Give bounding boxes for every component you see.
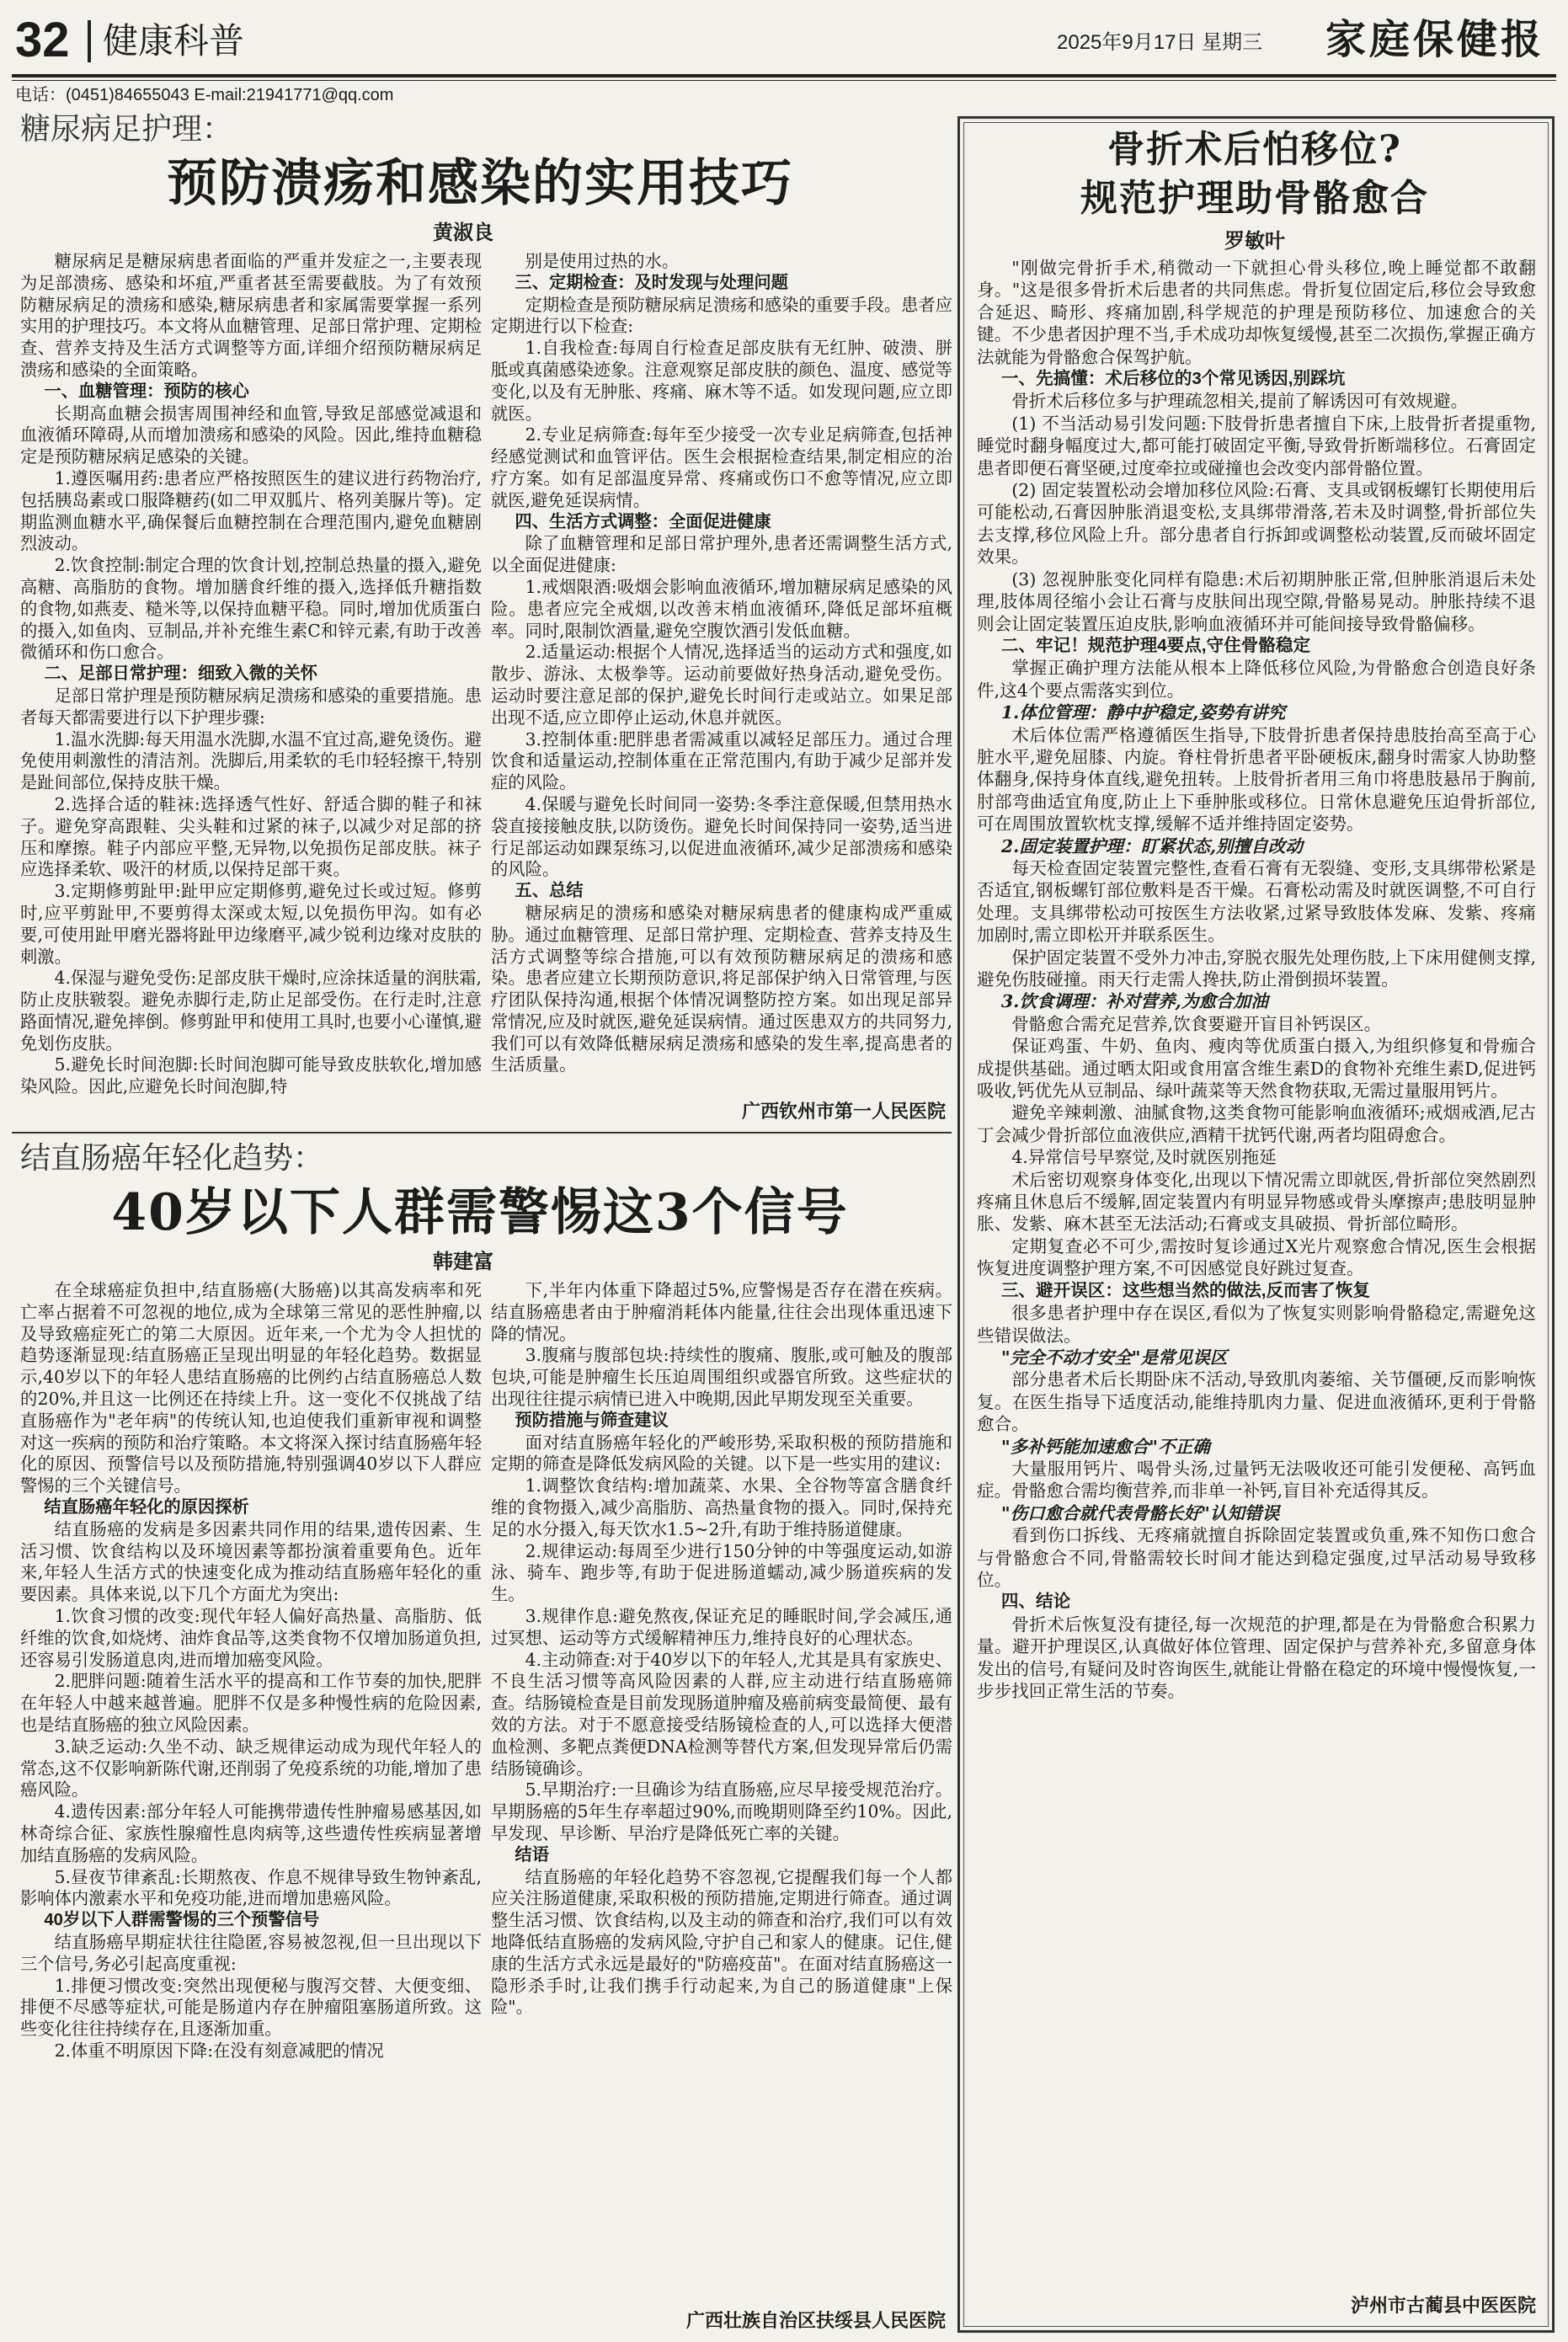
paragraph: 3.定期修剪趾甲:趾甲应定期修剪,避免过长或过短。修剪时,应平剪趾甲,不要剪得太深或太短,以免损伤甲沟。如有必要,可使用趾甲磨光器将趾甲边缘磨平,减少锐利边缘对皮肤的刺激。 [20, 881, 482, 967]
paragraph: "刚做完骨折手术,稍微动一下就担心骨头移位,晚上睡觉都不敢翻身。"这是很多骨折术后患者的共同焦虑。骨折复位固定后,移位会导致愈合延迟、畸形、疼痛加剧,科学规范的护理是预防移位、加速愈合的关键。不少患者因护理不当,手术成功却恢复缓慢,甚至二次损伤,掌握正确方法就能为骨骼愈合保驾护航。 [977, 258, 1536, 367]
paragraph: 三、定期检查：及时发现与处理问题 [515, 273, 788, 292]
paragraph: 二、足部日常护理：细致入微的关怀 [44, 664, 317, 684]
paragraph: 5.避免长时间泡脚:长时间泡脚可能导致皮肤软化,增加感染风险。因此,应避免长时间泡脚,特 [20, 1054, 482, 1097]
article-divider [12, 1132, 952, 1134]
article3-body [977, 257, 1536, 2288]
paragraph: 一、血糖管理：预防的核心 [44, 381, 249, 401]
paragraph: 除了血糖管理和足部日常护理外,患者还需调整生活方式,以全面促进健康: [491, 533, 952, 576]
contact-info: 电话：(0451)84655043 E-mail:21941771@qq.com [15, 86, 394, 104]
issue-date: 2025年9月17日 星期三 [1057, 31, 1263, 54]
paragraph: 结直肠癌早期症状往往隐匿,容易被忽视,但一旦出现以下三个信号,务必引起高度重视: [20, 1931, 482, 1974]
paragraph: 五、总结 [515, 882, 584, 901]
article2-affiliation: 广西壮族自治区扶绥县人民医院 [685, 2310, 946, 2331]
article3-title-line2: 规范护理助骨骼愈合 [1080, 177, 1429, 220]
paragraph: 四、生活方式调整：全面促进健康 [515, 512, 771, 531]
paragraph: 2.饮食控制:制定合理的饮食计划,控制总热量的摄入,避免高糖、高脂肪的食物。增加膳食纤维的摄入,选择低升糖指数的食物,如燕麦、糙米等,以保持血糖平稳。同时,增加优质蛋白的摄入,如鱼肉、豆制品,并补充维生素C和锌元素,有助于改善微循环和伤口愈合。 [20, 555, 482, 663]
paragraph: 5.早期治疗:一旦确诊为结直肠癌,应尽早接受规范治疗。早期肠癌的5年生存率超过90%,而晚期则降至约10%。因此,早发现、早诊断、早治疗是降低死亡率的关键。 [491, 1779, 952, 1843]
paragraph: 糖尿病足的溃疡和感染对糖尿病患者的健康构成严重威胁。通过血糖管理、足部日常护理、定期检查、营养支持及生活方式调整等综合措施,可以有效预防糖尿病足的溃疡和感染。患者应建立长期预防意识,将足部保护纳入日常管理,与医疗团队保持沟通,根据个体情况调整防控方案。如出现足部异常情况,应及时就医,避免延误病情。通过医患双方的共同努力,我们可以有效降低糖尿病足溃疡和感染的发生率,提高患者的生活质量。 [491, 902, 952, 1075]
paragraph: 1.体位管理：静中护稳定,姿势有讲究 [1000, 702, 1286, 723]
paragraph: "多补钙能加速愈合"不正确 [1000, 1436, 1210, 1457]
paragraph: 足部日常护理是预防糖尿病足溃疡和感染的重要措施。患者每天都需要进行以下护理步骤: [20, 685, 482, 728]
paragraph: 下,半年内体重下降超过5%,应警惕是否存在潜在疾病。结直肠癌患者由于肿瘤消耗体内能量,往往会出现体重迅速下降的情况。 [491, 1280, 952, 1344]
paragraph: 4.遗传因素:部分年轻人可能携带遗传性肿瘤易感基因,如林奇综合征、家族性腺瘤性息肉病等,这些遗传性疾病显著增加结直肠癌的发病风险。 [20, 1801, 482, 1865]
paragraph: 面对结直肠癌年轻化的严峻形势,采取积极的预防措施和定期的筛查是降低发病风险的关键。以下是一些实用的建议: [491, 1432, 952, 1475]
paragraph: 保证鸡蛋、牛奶、鱼肉、瘦肉等优质蛋白摄入,为组织修复和骨痂合成提供基础。通过晒太阳或食用富含维生素D的食物补充维生素D,促进钙吸收,钙优先从豆制品、绿叶蔬菜等天然食物获取,无需过量服用钙片。 [977, 1036, 1536, 1102]
article3-author: 罗敏叶 [1224, 230, 1285, 253]
paragraph: 保护固定装置不受外力冲击,穿脱衣服先处理伤肢,上下床用健侧支撑,避免伤肢碰撞。雨天行走需人搀扶,防止滑倒损坏装置。 [977, 947, 1536, 990]
header-rule-thin [12, 80, 1556, 81]
paragraph: 2.适量运动:根据个人情况,选择适当的运动方式和强度,如散步、游泳、太极拳等。运动前要做好热身活动,避免受伤。运动时要注意足部的保护,避免长时间行走或站立。如果足部出现不适,应立即停止运动,休息并就医。 [491, 642, 952, 728]
article1-affiliation: 广西钦州市第一人民医院 [741, 1101, 946, 1122]
article1-author: 黄淑良 [433, 221, 493, 244]
paragraph: 2.固定装置护理：盯紧状态,别擅自改动 [1000, 835, 1303, 856]
page-number: 32 [15, 13, 70, 67]
paragraph: 在全球癌症负担中,结直肠癌(大肠癌)以其高发病率和死亡率占据着不可忽视的地位,成为全球第三常见的恶性肿瘤,以及导致癌症死亡的第二大原因。近年来,一个尤为令人担忧的趋势逐渐显现:结直肠癌正呈现出明显的年轻化趋势。数据显示,40岁以下的年轻人患结直肠癌的比例约占结直肠癌总人数的20%,并且这一比例还在持续上升。这一变化不仅挑战了结直肠癌作为"老年病"的传统认知,也迫使我们重新审视和调整对这一疾病的预防和治疗策略。本文将深入探讨结直肠癌年轻化的原因、预警信号以及预防措施,特别强调40岁以下人群应警惕的三个关键信号。 [20, 1280, 482, 1496]
paragraph: 4.保湿与避免受伤:足部皮肤干燥时,应涂抹适量的润肤霜,防止皮肤皲裂。避免赤脚行走,防止足部受伤。在行走时,注意路面情况,避免摔倒。修剪趾甲和使用工具时,也要小心谨慎,避免划伤皮肤。 [20, 968, 482, 1054]
paragraph: 40岁以下人群需警惕的三个预警信号 [44, 1911, 320, 1930]
article1-kicker: 糖尿病足护理： [20, 112, 233, 147]
paragraph: 预防措施与筛查建议 [515, 1411, 669, 1430]
paragraph: 2.体重不明原因下降:在没有刻意减肥的情况 [54, 2040, 384, 2061]
article3-title-line1: 骨折术后怕移位? [1107, 128, 1402, 171]
article2-title: 40岁以下人群需警惕这3个信号 [111, 1183, 849, 1242]
paragraph: 掌握正确护理方法能从根本上降低移位风险,为骨骼愈合创造良好条件,这4个要点需落实到位。 [977, 658, 1536, 701]
article3-affiliation: 泸州市古蔺县中医医院 [1350, 2295, 1536, 2316]
article2-author: 韩建富 [433, 1251, 493, 1273]
paragraph: 2.肥胖问题:随着生活水平的提高和工作节奏的加快,肥胖在年轻人中越来越普遍。肥胖不仅是多种慢性病的危险因素,也是结直肠癌的独立风险因素。 [20, 1671, 482, 1735]
paragraph: 看到伤口拆线、无疼痛就擅自拆除固定装置或负重,殊不知伤口愈合与骨骼愈合不同,骨骼需较长时间才能达到稳定强度,过早活动易导致移位。 [977, 1525, 1536, 1590]
section-title: 健康科普 [103, 20, 245, 61]
paragraph: 1.排便习惯改变:突然出现便秘与腹泻交替、大便变细、排便不尽感等症状,可能是肠道内存在肿瘤阻塞肠道所致。这些变化往往持续存在,且逐渐加重。 [20, 1975, 482, 2040]
paragraph: 三、避开误区：这些想当然的做法,反而害了恢复 [1000, 1280, 1371, 1300]
paragraph: 大量服用钙片、喝骨头汤,过量钙无法吸收还可能引发便秘、高钙血症。骨骼愈合需均衡营养,而非单一补钙,盲目补充适得其反。 [977, 1458, 1536, 1502]
article2-column-1 [20, 1280, 482, 2334]
header-rule [12, 74, 1556, 77]
paragraph: 5.昼夜节律紊乱:长期熬夜、作息不规律导致生物钟紊乱,影响体内激素水平和免疫功能,进而增加患癌风险。 [20, 1866, 482, 1909]
paragraph: (1) 不当活动易引发问题:下肢骨折患者擅自下床,上肢骨折者提重物,睡觉时翻身幅度过大,都可能打破固定平衡,导致骨折断端移位。石膏固定患者即便石膏坚硬,过度牵拉或碰撞也会改变内部骨骼位置。 [977, 413, 1536, 478]
paragraph: 骨骼愈合需充足营养,饮食要避开盲目补钙误区。 [1011, 1013, 1382, 1034]
paragraph: 2.专业足病筛查:每年至少接受一次专业足病筛查,包括神经感觉测试和血管评估。医生会根据检查结果,制定相应的治疗方案。如有足部温度异常、疼痛或伤口不愈等情况,应立即就医,避免延误病情。 [491, 424, 952, 510]
paragraph: 别是使用过热的水。 [525, 251, 680, 271]
paragraph: 4.异常信号早察觉,及时就医别拖延 [1011, 1147, 1277, 1168]
paragraph: (2) 固定装置松动会增加移位风险:石膏、支具或钢板螺钉长期使用后可能松动,石膏因肿胀消退变松,支具绑带滑落,若未及时调整,骨折部位失去支撑,移位风险上升。部分患者自行拆卸或调整松动装置,反而破坏固定效果。 [977, 480, 1536, 568]
paragraph: 4.保暖与避免长时间同一姿势:冬季注意保暖,但禁用热水袋直接接触皮肤,以防烫伤。避免长时间保持同一姿势,适当进行足部运动如踝泵练习,以促进血液循环,减少足部溃疡和感染的风险。 [491, 793, 952, 880]
header-divider [88, 20, 91, 62]
paragraph: 二、牢记！规范护理4要点,守住骨骼稳定 [1000, 635, 1311, 655]
paragraph: 结语 [515, 1845, 549, 1865]
paragraph: 部分患者术后长期卧床不活动,导致肌肉萎缩、关节僵硬,反而影响恢复。在医生指导下适度活动,能维持肌肉力量、促进血液循环,更利于骨骼愈合。 [977, 1369, 1536, 1435]
masthead: 家庭保健报 [1325, 16, 1544, 63]
paragraph: 结直肠癌年轻化的原因探析 [44, 1497, 249, 1517]
paragraph: 四、结论 [1000, 1592, 1071, 1612]
paragraph: 术后密切观察身体变化,出现以下情况需立即就医,骨折部位突然剧烈疼痛且休息后不缓解,固定装置内有明显异物感或骨头摩擦声;患肢明显肿胀、发紫、麻木甚至无法活动;石膏或支具破损、骨折部位畸形。 [977, 1169, 1536, 1235]
paragraph: 3.缺乏运动:久坐不动、缺乏规律运动成为现代年轻人的常态,这不仅影响新陈代谢,还削弱了免疫系统的功能,增加了患癌风险。 [20, 1736, 482, 1801]
paragraph: 4.主动筛查:对于40岁以下的年轻人,尤其是具有家族史、不良生活习惯等高风险因素的人群,应主动进行结直肠癌筛查。结肠镜检查是目前发现肠道肿瘤及癌前病变最简便、最有效的方法。对于不愿意接受结肠镜检查的人,可以选择大便潜血检测、多靶点粪便DNA检测等替代方案,但发现异常后仍需结肠镜确诊。 [491, 1649, 952, 1779]
paragraph: 长期高血糖会损害周围神经和血管,导致足部感觉减退和血液循环障碍,从而增加溃疡和感染的风险。因此,维持血糖稳定是预防糖尿病足感染的关键。 [20, 403, 482, 467]
paragraph: 每天检查固定装置完整性,查看石膏有无裂缝、变形,支具绑带松紧是否适宜,钢板螺钉部位敷料是否干燥。石膏松动需及时就医调整,不可自行处理。支具绑带松动可按医生方法收紧,过紧导致肢体发麻、发紫、疼痛加剧时,需立即松开并联系医生。 [977, 857, 1536, 946]
paragraph: 结直肠癌的年轻化趋势不容忽视,它提醒我们每一个人都应关注肠道健康,采取积极的预防措施,定期进行筛查。通过调整生活习惯、饮食结构,以及主动的筛查和治疗,我们可以有效地降低结直肠癌的发病风险,守护自己和家人的健康。记住,健康的生活方式永远是最好的"防癌疫苗"。在面对结直肠癌这一隐形杀手时,让我们携手行动起来,为自己的肠道健康"上保险"。 [491, 1866, 952, 2018]
paragraph: 糖尿病足是糖尿病患者面临的严重并发症之一,主要表现为足部溃疡、感染和坏疽,严重者甚至需要截肢。为了有效预防糖尿病足的溃疡和感染,糖尿病患者和家属需要掌握一系列实用的护理技巧。本文将从血糖管理、足部日常护理、定期检查、营养支持及生活方式调整等方面,详细介绍预防糖尿病足溃疡和感染的全面策略。 [20, 251, 482, 380]
paragraph: 2.规律运动:每周至少进行150分钟的中等强度运动,如游泳、骑车、跑步等,有助于促进肠道蠕动,减少肠道疾病的发生。 [491, 1540, 952, 1605]
paragraph: 1.温水洗脚:每天用温水洗脚,水温不宜过高,避免烫伤。避免使用刺激性的清洁剂。洗脚后,用柔软的毛巾轻轻擦干,特别是趾间部位,保持皮肤干燥。 [20, 728, 482, 793]
article1-title: 预防溃疡和感染的实用技巧 [167, 154, 793, 213]
article1-column-1 [20, 251, 482, 1120]
paragraph: 1.遵医嘱用药:患者应严格按照医生的建议进行药物治疗,包括胰岛素或口服降糖药(如二甲双胍片、格列美脲片等)。定期监测血糖水平,确保餐后血糖控制在合理范围内,避免血糖剧烈波动。 [20, 467, 482, 554]
paragraph: 骨折术后恢复没有捷径,每一次规范的护理,都是在为骨骼愈合积累力量。避开护理误区,认真做好体位管理、固定保护与营养补充,多留意身体发出的信号,有疑问及时咨询医生,就能让骨骼在稳定的环境中慢慢恢复,一步步找回正常生活的节奏。 [977, 1614, 1536, 1701]
paragraph: 1.自我检查:每周自行检查足部皮肤有无红肿、破溃、胼胝或真菌感染迹象。注意观察足部皮肤的颜色、温度、感觉等变化,以及有无肿胀、疼痛、麻木等不适。如发现问题,应立即就医。 [491, 338, 952, 424]
paragraph: 结直肠癌的发病是多因素共同作用的结果,遗传因素、生活习惯、饮食结构以及环境因素等都扮演着重要角色。近年来,年轻人生活方式的快速变化成为推动结直肠癌年轻化的重要因素。具体来说,以下几个方面尤为突出: [20, 1518, 482, 1605]
paragraph: 很多患者护理中存在误区,看似为了恢复实则影响骨骼稳定,需避免这些错误做法。 [977, 1303, 1536, 1346]
paragraph: 3.饮食调理：补对营养,为愈合加油 [1000, 991, 1268, 1012]
paragraph: 定期复查必不可少,需按时复诊通过X光片观察愈合情况,医生会根据恢复进度调整护理方案,不可因感觉良好跳过复查。 [977, 1235, 1536, 1279]
article1-column-2 [491, 251, 952, 1120]
paragraph: 一、先搞懂：术后移位的3个常见诱因,别踩坑 [1000, 369, 1346, 389]
paragraph: 3.腹痛与腹部包块:持续性的腹痛、腹胀,或可触及的腹部包块,可能是肿瘤生长压迫周围组织或器官所致。这些症状的出现往往提示病情已进入中晚期,因此早期发现至关重要。 [491, 1345, 952, 1409]
paragraph: 1.调整饮食结构:增加蔬菜、水果、全谷物等富含膳食纤维的食物摄入,减少高脂肪、高热量食物的摄入。同时,保持充足的水分摄入,每天饮水1.5~2升,有助于维持肠道健康。 [491, 1475, 952, 1539]
paragraph: 2.选择合适的鞋袜:选择透气性好、舒适合脚的鞋子和袜子。避免穿高跟鞋、尖头鞋和过紧的袜子,以减少对足部的挤压和摩擦。鞋子内部应平整,无异物,以免损伤足部皮肤。袜子应选择柔软、吸汗的材质,以保持足部干爽。 [20, 793, 482, 880]
paragraph: 术后体位需严格遵循医生指导,下肢骨折患者保持患肢抬高至高于心脏水平,避免屈膝、内旋。脊柱骨折患者平卧硬板床,翻身时需家人协助整体翻身,保持身体直线,避免扭转。上肢骨折者用三角巾将患肢悬吊于胸前,肘部弯曲适宜角度,防止上下垂肿胀或移位。日常休息避免压迫骨折部位,可在周围放置软枕支撑,缓解不适并维持固定姿势。 [977, 724, 1536, 835]
paragraph: 3.控制体重:肥胖患者需减重以减轻足部压力。通过合理饮食和适量运动,控制体重在正常范围内,有助于减少足部并发症的风险。 [491, 728, 952, 793]
paragraph: 骨折术后移位多与护理疏忽相关,提前了解诱因可有效规避。 [1011, 391, 1469, 412]
paragraph: 避免辛辣刺激、油腻食物,这类食物可能影响血液循环;戒烟戒酒,尼古丁会减少骨折部位血液供应,酒精干扰钙代谢,两者均阻碍愈合。 [977, 1102, 1536, 1145]
paragraph: "伤口愈合就代表骨骼长好"认知错误 [1000, 1502, 1280, 1523]
paragraph: 3.规律作息:避免熬夜,保证充足的睡眠时间,学会减压,通过冥想、运动等方式缓解精神压力,维持良好的心理状态。 [491, 1605, 952, 1648]
article2-kicker: 结直肠癌年轻化趋势： [20, 1141, 324, 1176]
paragraph: 1.戒烟限酒:吸烟会影响血液循环,增加糖尿病足感染的风险。患者应完全戒烟,以改善末梢血液循环,降低足部坏疽概率。同时,限制饮酒量,避免空腹饮酒引发低血糖。 [491, 576, 952, 641]
paragraph: (3) 忽视肿胀变化同样有隐患:术后初期肿胀正常,但肿胀消退后未处理,肢体周径缩小会让石膏与皮肤间出现空隙,骨骼易晃动。肿胀持续不退则会让固定装置压迫皮肤,影响血液循环并可能间接导致骨骼偏移。 [977, 568, 1536, 634]
article2-column-2 [491, 1280, 952, 2307]
paragraph: 1.饮食习惯的改变:现代年轻人偏好高热量、高脂肪、低纤维的饮食,如烧烤、油炸食品等,这类食物不仅增加肠道负担,还容易引发肠道息肉,进而增加癌变风险。 [20, 1605, 482, 1670]
paragraph: "完全不动才安全"是常见误区 [1000, 1347, 1228, 1368]
paragraph: 定期检查是预防糖尿病足溃疡和感染的重要手段。患者应定期进行以下检查: [491, 294, 952, 337]
